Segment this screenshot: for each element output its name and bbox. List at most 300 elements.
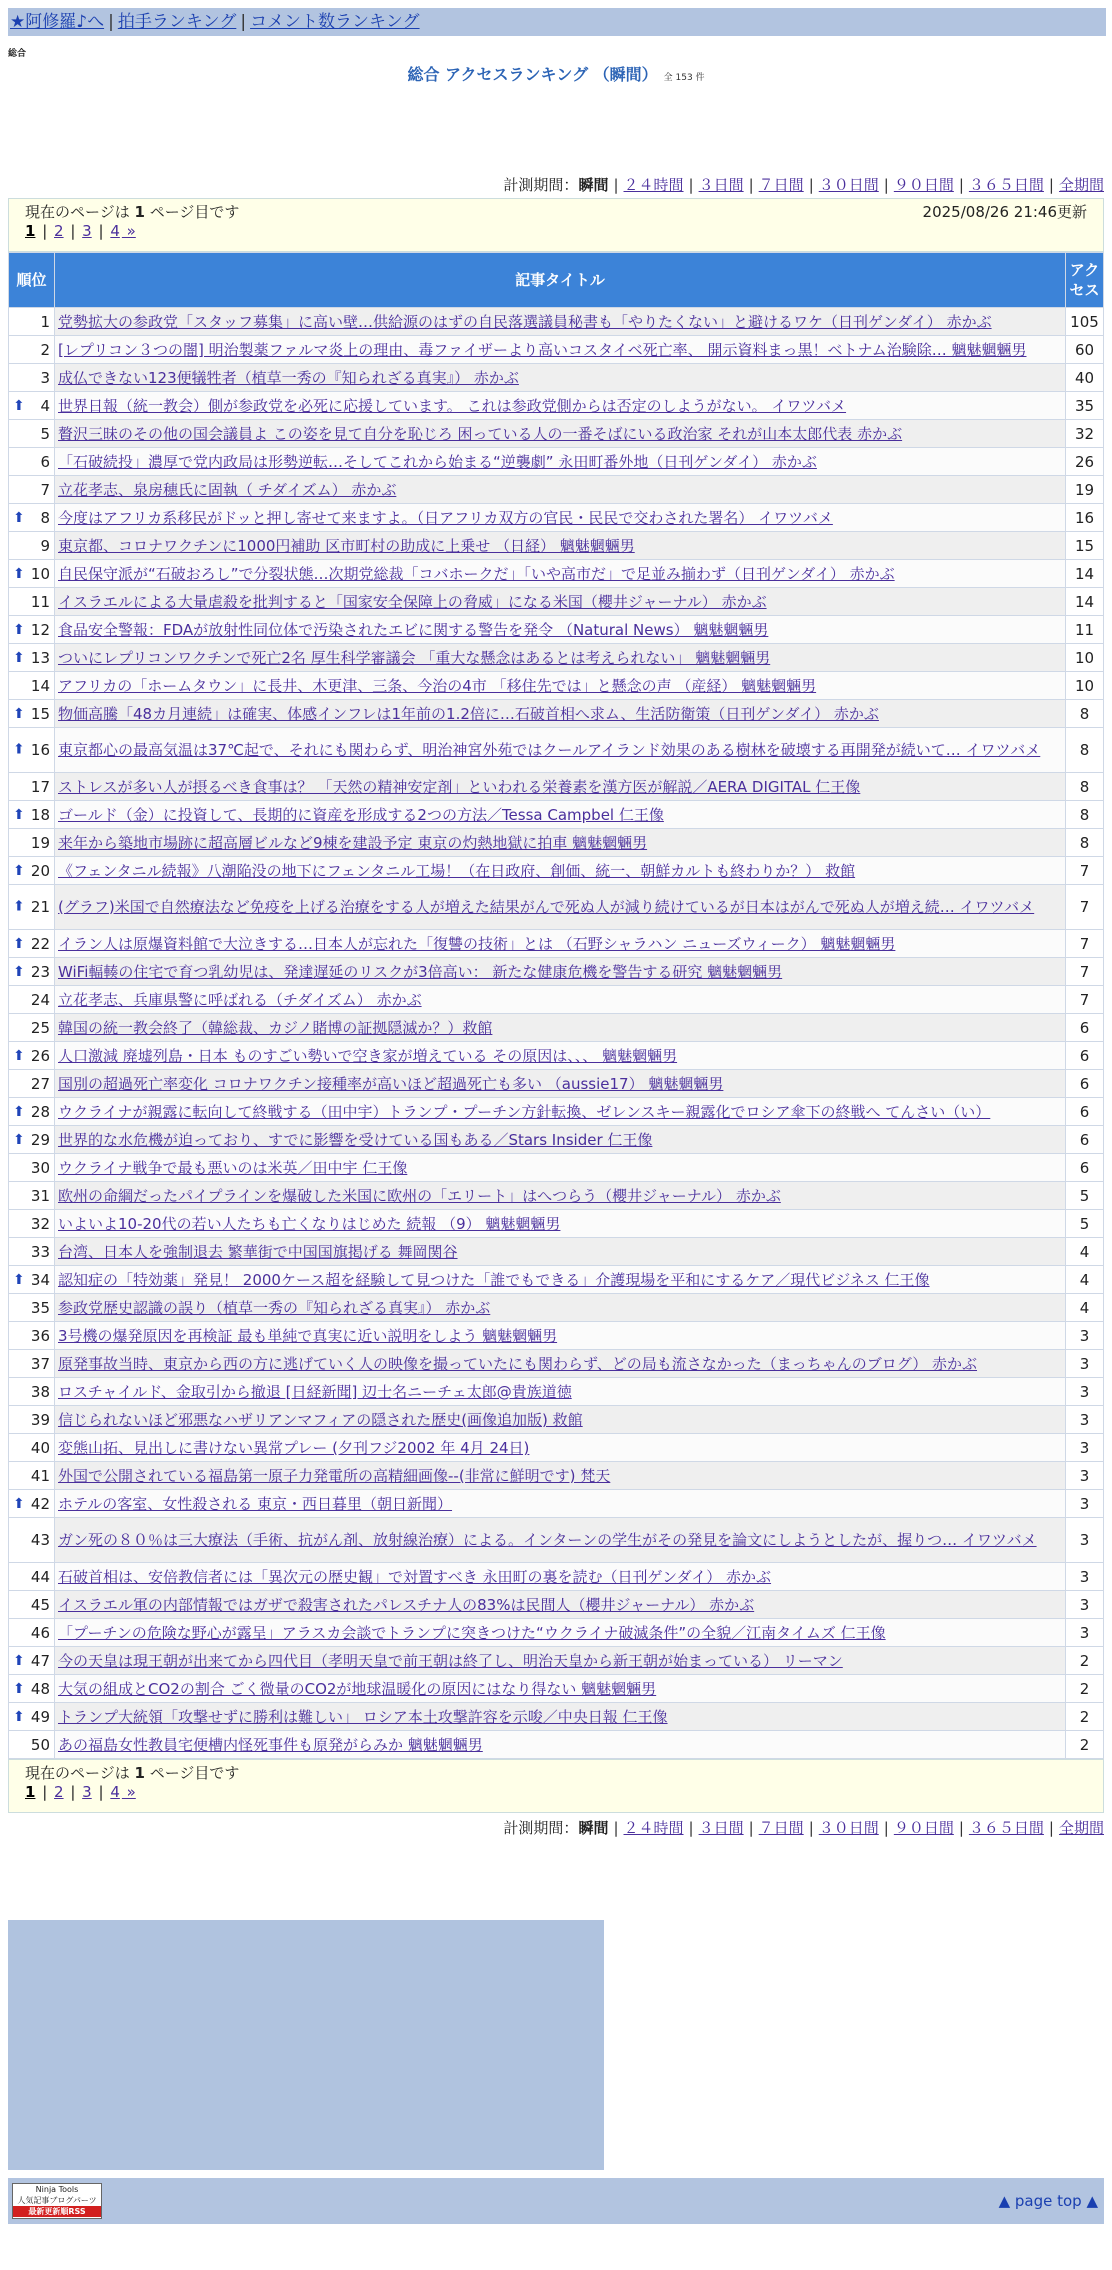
access-count: 11: [1066, 616, 1104, 644]
table-row: [9, 476, 1104, 504]
pager-bottom: [8, 1759, 1104, 1813]
period-option: 瞬間: [578, 1819, 609, 1837]
table-row: [9, 1378, 1104, 1406]
period-sep: |: [613, 1819, 619, 1837]
title-cell: [55, 1126, 1066, 1154]
article-link[interactable]: ゴールド（金）に投資して、長期的に資産を形成する2つの方法／Tessa Campbel 仁王像: [58, 806, 664, 824]
table-row: [9, 1591, 1104, 1619]
title-cell: [55, 885, 1066, 930]
table-row: [9, 857, 1104, 885]
rank-cell: 3: [9, 364, 55, 392]
article-link[interactable]: 大気の組成とCO2の割合 ごく微量のCO2が地球温暖化の原因にはなり得ない 魑魅魍魎男: [58, 1680, 657, 1698]
article-link[interactable]: 原発事故当時、東京から西の方に逃げていく人の映像を撮っていたにも関わらず、どの局も流さなかった（まっちゃんのブログ） 赤かぶ: [58, 1355, 978, 1373]
title-cell: [55, 1406, 1066, 1434]
access-count: 40: [1066, 364, 1104, 392]
title-cell: [55, 857, 1066, 885]
access-count: 26: [1066, 448, 1104, 476]
table-row: [9, 986, 1104, 1014]
next-page-link[interactable]: »: [121, 1783, 136, 1801]
period-option[interactable]: ３０日間: [818, 176, 879, 194]
access-count: 3: [1066, 1434, 1104, 1462]
table-row: [9, 930, 1104, 958]
period-sep: |: [1048, 176, 1054, 194]
period-option[interactable]: ７日間: [758, 1819, 804, 1837]
article-link[interactable]: 韓国の統一教会終了（韓総裁、カジノ賭博の証拠隠滅か？）救館: [58, 1019, 493, 1037]
access-count: 3: [1066, 1518, 1104, 1563]
article-link[interactable]: 東京都心の最高気温は37℃起で、それにも関わらず、明治神宮外苑ではクールアイランド効果のある樹林を破壊する再開発が続いて… イワツバメ: [58, 740, 1041, 759]
period-sep: |: [613, 176, 619, 194]
title-cell: [55, 1294, 1066, 1322]
access-count: 6: [1066, 1098, 1104, 1126]
article-link[interactable]: 信じられないほど邪悪なハザリアンマフィアの隠された歴史(画像追加版) 救館: [58, 1411, 583, 1429]
ninja-line3: 最新更新順RSS: [13, 2206, 101, 2217]
access-count: 6: [1066, 1014, 1104, 1042]
rank-cell: 35: [9, 1294, 55, 1322]
access-count: 60: [1066, 336, 1104, 364]
rank-cell: ⬆ 15: [9, 700, 55, 728]
article-link[interactable]: 変態山拓、見出しに書けない異常プレー (夕刊フジ2002 年 4月 24日): [58, 1439, 530, 1457]
title-cell: [55, 560, 1066, 588]
rank-cell: 36: [9, 1322, 55, 1350]
page-link[interactable]: 3: [82, 222, 92, 240]
table-row: [9, 1042, 1104, 1070]
title-cell: [55, 672, 1066, 700]
access-count: 2: [1066, 1731, 1104, 1759]
rank-cell: ⬆ 28: [9, 1098, 55, 1126]
access-count: 6: [1066, 1154, 1104, 1182]
rank-up-arrow-icon: ⬆: [13, 1047, 25, 1064]
article-link[interactable]: ロスチャイルド、金取引から撤退 [日経新聞] 辺士名ニーチェ太郎@貴族道徳: [58, 1383, 572, 1401]
table-row: [9, 885, 1104, 930]
table-row: [9, 364, 1104, 392]
rank-up-arrow-icon: ⬆: [13, 621, 25, 638]
rank-cell: ⬆ 18: [9, 801, 55, 829]
access-count: 5: [1066, 1210, 1104, 1238]
rank-up-arrow-icon: ⬆: [13, 806, 25, 823]
rank-cell: 1: [9, 308, 55, 336]
rank-up-arrow-icon: ⬆: [13, 1103, 25, 1120]
rank-up-arrow-icon: ⬆: [13, 1495, 25, 1512]
title-cell: [55, 1070, 1066, 1098]
title-cell: [55, 773, 1066, 801]
total-count: 全 153 件: [663, 73, 705, 83]
period-sep: |: [748, 176, 754, 194]
table-row: [9, 588, 1104, 616]
article-link[interactable]: ガン死の８０％は三大療法（手術、抗がん剤、放射線治療）による。インターンの学生がその発見を論文にしようとしたが、握りつ… イワツバメ: [58, 1530, 1037, 1549]
access-count: 7: [1066, 958, 1104, 986]
rank-cell: 14: [9, 672, 55, 700]
access-count: 3: [1066, 1350, 1104, 1378]
article-link[interactable]: イスラエル軍の内部情報ではガザで殺害されたパレスチナ人の83%は民間人（櫻井ジャーナル） 赤かぶ: [58, 1596, 755, 1614]
ranking-table: [8, 252, 1104, 1759]
rank-cell: 50: [9, 1731, 55, 1759]
access-count: 8: [1066, 773, 1104, 801]
period-option[interactable]: ３６５日間: [968, 1819, 1044, 1837]
rank-up-arrow-icon: ⬆: [13, 565, 25, 582]
access-count: 3: [1066, 1619, 1104, 1647]
title-cell: [55, 1675, 1066, 1703]
rank-cell: 11: [9, 588, 55, 616]
period-option[interactable]: ３０日間: [818, 1819, 879, 1837]
table-row: [9, 1098, 1104, 1126]
title-cell: [55, 1350, 1066, 1378]
rank-cell: ⬆ 12: [9, 616, 55, 644]
page-link[interactable]: 3: [82, 1783, 92, 1801]
rank-cell: 39: [9, 1406, 55, 1434]
table-row: [9, 672, 1104, 700]
access-count: 35: [1066, 392, 1104, 420]
article-link[interactable]: 《フェンタニル続報》八潮陥没の地下にフェンタニル工場！（在日政府、創価、統一、朝鮮カルトも終わりか？） 救館: [58, 862, 856, 880]
access-count: 3: [1066, 1563, 1104, 1591]
article-link[interactable]: 食品安全警報：FDAが放射性同位体で汚染されたエビに関する警告を発令 （Natural News） 魑魅魍魎男: [58, 621, 769, 639]
title-cell: [55, 1490, 1066, 1518]
page-link[interactable]: 2: [54, 222, 64, 240]
article-link[interactable]: 党勢拡大の参政党「スタッフ募集」に高い壁…供給源のはずの自民落選議員秘書も「やりたくない」と避けるワケ（日刊ゲンダイ） 赤かぶ: [58, 313, 992, 331]
article-link[interactable]: 今度はアフリカ系移民がドッと押し寄せて来ますよ。（日アフリカ双方の官民・民民で交わされた署名） イワツバメ: [58, 509, 833, 527]
rank-cell: ⬆ 16: [9, 728, 55, 773]
article-link[interactable]: ホテルの客室、女性殺される 東京・西日暮里（朝日新聞）: [58, 1495, 453, 1513]
access-count: 3: [1066, 1462, 1104, 1490]
article-link[interactable]: 認知症の「特効薬」発見！ 2000ケース超を経験して見つけた「誰でもできる」介護現場を平和にするケア／現代ビジネス 仁王像: [58, 1271, 930, 1289]
article-link[interactable]: いよいよ10-20代の若い人たちも亡くなりはじめた 続報 （9） 魑魅魍魎男: [58, 1215, 561, 1233]
rank-up-arrow-icon: ⬆: [13, 935, 25, 952]
page-link[interactable]: 4: [110, 222, 120, 240]
rank-cell: ⬆ 4: [9, 392, 55, 420]
title-cell: [55, 801, 1066, 829]
table-row: [9, 616, 1104, 644]
rank-cell: ⬆ 34: [9, 1266, 55, 1294]
table-row: [9, 420, 1104, 448]
title-cell: [55, 420, 1066, 448]
article-link[interactable]: トランプ大統領「攻撃せずに勝利は難しい」 ロシア本土攻撃許容を示唆／中央日報 仁王像: [58, 1708, 668, 1726]
page-links: [25, 1783, 1087, 1801]
ninja-line1: Ninja Tools: [35, 2185, 79, 2194]
ninja-tools-badge[interactable]: [12, 2183, 102, 2219]
article-link[interactable]: 「石破続投」濃厚で党内政局は形勢逆転…そしてこれから始まる“逆襲劇” 永田町番外地（日刊ゲンダイ） 赤かぶ: [58, 453, 817, 471]
rank-cell: 19: [9, 829, 55, 857]
access-count: 14: [1066, 588, 1104, 616]
title-cell: [55, 1042, 1066, 1070]
period-sep: |: [688, 176, 694, 194]
current-page-text: 現在のページは 1 ページ目です: [25, 1764, 240, 1782]
table-row: [9, 1518, 1104, 1563]
page-link[interactable]: 2: [54, 1783, 64, 1801]
article-link[interactable]: 人口激減 廃墟列島・日本 ものすごい勢いで空き家が増えている その原因は、、、 魑魅魍魎男: [58, 1047, 678, 1065]
article-link[interactable]: 立花孝志、兵庫県警に呼ばれる（チダイズム） 赤かぶ: [58, 991, 422, 1009]
table-row: [9, 1014, 1104, 1042]
page-sep: |: [37, 1783, 53, 1801]
title-cell: [55, 448, 1066, 476]
period-sep: |: [883, 1819, 889, 1837]
article-link[interactable]: 国別の超過死亡率変化 コロナワクチン接種率が高いほど超過死亡も多い （aussie17） 魑魅魍魎男: [58, 1075, 724, 1093]
article-link[interactable]: 物価高騰「48カ月連続」は確実、体感インフレは1年前の1.2倍に…石破首相へ求ム、生活防衛策（日刊ゲンダイ） 赤かぶ: [58, 705, 879, 723]
period-option[interactable]: ９０日間: [893, 176, 954, 194]
access-count: 3: [1066, 1490, 1104, 1518]
rank-cell: 2: [9, 336, 55, 364]
article-link[interactable]: ウクライナ戦争で最も悪いのは米英／田中宇 仁王像: [58, 1159, 408, 1177]
nav-sep: |: [240, 12, 247, 32]
article-link[interactable]: [レプリコン３つの闇] 明治製薬ファルマ炎上の理由、毒ファイザーより高いコスタイベ死亡率、 開示資料まっ黒！ベトナム治験除… 魑魅魍魎男: [58, 341, 1027, 359]
page-link[interactable]: 4: [110, 1783, 120, 1801]
title-cell: [55, 392, 1066, 420]
table-row: [9, 1126, 1104, 1154]
access-count: 2: [1066, 1675, 1104, 1703]
nav-link-comment-ranking[interactable]: コメント数ランキング: [250, 12, 420, 32]
article-link[interactable]: 立花孝志、泉房穂氏に固執（ チダイズム） 赤かぶ: [58, 481, 397, 499]
article-link[interactable]: WiFi輻輳の住宅で育つ乳幼児は、発達遅延のリスクが3倍高い： 新たな健康危機を警告する研究 魑魅魍魎男: [58, 963, 783, 981]
title-cell: [55, 1210, 1066, 1238]
access-count: 2: [1066, 1703, 1104, 1731]
title-cell: [55, 728, 1066, 773]
table-row: [9, 1238, 1104, 1266]
table-row: [9, 1406, 1104, 1434]
rank-cell: 33: [9, 1238, 55, 1266]
access-count: 3: [1066, 1591, 1104, 1619]
rank-cell: ⬆ 21: [9, 885, 55, 930]
access-count: 8: [1066, 700, 1104, 728]
period-option: 瞬間: [578, 176, 609, 194]
rank-up-arrow-icon: ⬆: [13, 705, 25, 722]
article-link[interactable]: (グラフ)米国で自然療法など免疫を上げる治療をする人が増えた結果がんで死ぬ人が減り続けているが日本はがんで死ぬ人が増え続… イワツバメ: [58, 897, 1035, 916]
article-link[interactable]: 成仏できない123便犠牲者（植草一秀の『知られざる真実』） 赤かぶ: [58, 369, 519, 387]
rank-cell: 43: [9, 1518, 55, 1563]
article-link[interactable]: ストレスが多い人が摂るべき食事は？ 「天然の精神安定剤」といわれる栄養素を漢方医が解説／AERA DIGITAL 仁王像: [58, 778, 861, 796]
title-cell: [55, 616, 1066, 644]
table-row: [9, 1154, 1104, 1182]
title-cell: [55, 1731, 1066, 1759]
title-cell: [55, 588, 1066, 616]
access-count: 8: [1066, 728, 1104, 773]
title-cell: [55, 644, 1066, 672]
article-link[interactable]: 贅沢三昧のその他の国会議員よ この姿を見て自分を恥じろ 困っている人の一番そばにいる政治家 それが山本太郎代表 赤かぶ: [58, 425, 903, 443]
current-page-text: 現在のページは 1 ページ目です: [25, 203, 240, 221]
title-cell: [55, 1619, 1066, 1647]
article-link[interactable]: イラン人は原爆資料館で大泣きする…日本人が忘れた「復讐の技術」とは （石野シャラハン ニューズウィーク） 魑魅魍魎男: [58, 935, 896, 953]
rank-cell: 44: [9, 1563, 55, 1591]
rank-header: 順位: [9, 253, 55, 308]
rank-up-arrow-icon: ⬆: [13, 397, 25, 414]
rank-cell: 46: [9, 1619, 55, 1647]
title-cell: [55, 1518, 1066, 1563]
table-row: [9, 1210, 1104, 1238]
access-count: 15: [1066, 532, 1104, 560]
table-row: [9, 1703, 1104, 1731]
title-cell: [55, 1322, 1066, 1350]
table-row: [9, 1647, 1104, 1675]
table-row: [9, 336, 1104, 364]
period-option[interactable]: ３６５日間: [968, 176, 1044, 194]
table-header: [9, 253, 1104, 308]
next-page-link[interactable]: »: [121, 222, 136, 240]
rank-cell: ⬆ 48: [9, 1675, 55, 1703]
table-row: [9, 308, 1104, 336]
access-count: 10: [1066, 672, 1104, 700]
title-cell: [55, 1703, 1066, 1731]
rank-cell: 41: [9, 1462, 55, 1490]
period-option[interactable]: 全期間: [1058, 176, 1104, 194]
rank-cell: ⬆ 22: [9, 930, 55, 958]
article-link[interactable]: ついにレプリコンワクチンで死亡2名 厚生科学審議会 「重大な懸念はあるとは考えられない」 魑魅魍魎男: [58, 649, 771, 667]
access-count: 7: [1066, 986, 1104, 1014]
nav-link-asyura[interactable]: ★阿修羅♪へ: [10, 12, 105, 32]
table-row: [9, 504, 1104, 532]
table-row: [9, 532, 1104, 560]
period-selector-top: [503, 174, 1104, 195]
rank-cell: 5: [9, 420, 55, 448]
table-row: [9, 801, 1104, 829]
article-link[interactable]: 来年から築地市場跡に超高層ビルなど9棟を建設予定 東京の灼熱地獄に拍車 魑魅魍魎男: [58, 834, 648, 852]
table-row: [9, 560, 1104, 588]
page-sep: |: [93, 1783, 109, 1801]
article-link[interactable]: 世界的な水危機が迫っており、すでに影響を受けている国もある／Stars Insider 仁王像: [58, 1131, 653, 1149]
page-title: [0, 62, 1112, 85]
table-row: [9, 1322, 1104, 1350]
ad-box: [8, 1920, 604, 2170]
article-link[interactable]: 自民保守派が“石破おろし”で分裂状態…次期党総裁「コバホークだ」「いや高市だ」で足並み揃わず（日刊ゲンダイ） 赤かぶ: [58, 565, 895, 583]
period-sep: |: [808, 176, 814, 194]
top-nav: [8, 8, 1106, 36]
rank-up-arrow-icon: ⬆: [13, 1680, 25, 1697]
access-count: 4: [1066, 1238, 1104, 1266]
article-link[interactable]: 世界日報（統一教会）側が参政党を必死に応援しています。 これは参政党側からは否定のしようがない。 イワツバメ: [58, 397, 847, 415]
title-cell: [55, 364, 1066, 392]
article-link[interactable]: イスラエルによる大量虐殺を批判すると「国家安全保障上の脅威」になる米国（櫻井ジャーナル） 赤かぶ: [58, 593, 767, 611]
table-row: [9, 1490, 1104, 1518]
page-link: 1: [25, 1783, 36, 1801]
rank-up-arrow-icon: ⬆: [13, 862, 25, 879]
table-row: [9, 448, 1104, 476]
title-cell: [55, 476, 1066, 504]
rank-up-arrow-icon: ⬆: [13, 1652, 25, 1669]
page-sep: |: [65, 1783, 81, 1801]
article-link[interactable]: 東京都、コロナワクチンに1000円補助 区市町村の助成に上乗せ （日経） 魑魅魍魎男: [58, 537, 635, 555]
title-cell: [55, 1238, 1066, 1266]
article-link[interactable]: アフリカの「ホームタウン」に長井、木更津、三条、今治の4市 「移住先では」と懸念の声 （産経） 魑魅魍魎男: [58, 677, 817, 695]
access-header: アクセス: [1066, 253, 1104, 308]
rank-cell: ⬆ 26: [9, 1042, 55, 1070]
title-cell: [55, 532, 1066, 560]
page-sep: |: [93, 222, 109, 240]
title-cell: [55, 1591, 1066, 1619]
rank-cell: ⬆ 49: [9, 1703, 55, 1731]
access-count: 4: [1066, 1294, 1104, 1322]
page-top-link[interactable]: ▲ page top ▲: [998, 2192, 1098, 2210]
category-label: 総合: [8, 49, 27, 59]
table-row: [9, 392, 1104, 420]
access-count: 7: [1066, 857, 1104, 885]
period-option[interactable]: ３日間: [698, 1819, 744, 1837]
rank-up-arrow-icon: ⬆: [13, 1131, 25, 1148]
page-links: [25, 222, 1087, 240]
title-cell: [55, 1014, 1066, 1042]
rank-cell: 38: [9, 1378, 55, 1406]
period-option[interactable]: ７日間: [758, 176, 804, 194]
period-sep: |: [958, 1819, 964, 1837]
article-link[interactable]: 欧州の命綱だったパイプラインを爆破した米国に欧州の「エリート」はへつらう（櫻井ジャーナル） 赤かぶ: [58, 1187, 781, 1205]
period-option[interactable]: ２４時間: [623, 1819, 684, 1837]
article-link[interactable]: 台湾、日本人を強制退去 繁華街で中国国旗掲げる 舞岡関谷: [58, 1243, 458, 1261]
period-option[interactable]: 全期間: [1058, 1819, 1104, 1837]
rank-up-arrow-icon: ⬆: [13, 963, 25, 980]
rank-cell: 27: [9, 1070, 55, 1098]
article-link[interactable]: 「プーチンの危険な野心が露呈」アラスカ会談でトランプに突きつけた“ウクライナ破滅条件”の全貌／江南タイムズ 仁王像: [58, 1624, 886, 1642]
access-count: 3: [1066, 1406, 1104, 1434]
rank-cell: 7: [9, 476, 55, 504]
table-row: [9, 728, 1104, 773]
access-count: 4: [1066, 1266, 1104, 1294]
title-cell: [55, 1378, 1066, 1406]
title-cell: [55, 958, 1066, 986]
rank-up-arrow-icon: ⬆: [13, 741, 25, 758]
table-row: [9, 1675, 1104, 1703]
title-cell: [55, 336, 1066, 364]
title-cell: [55, 1462, 1066, 1490]
rank-up-arrow-icon: ⬆: [13, 649, 25, 666]
rank-up-arrow-icon: ⬆: [13, 1271, 25, 1288]
access-count: 19: [1066, 476, 1104, 504]
rank-cell: 9: [9, 532, 55, 560]
title-cell: [55, 1563, 1066, 1591]
period-sep: |: [688, 1819, 694, 1837]
period-sep: |: [1048, 1819, 1054, 1837]
period-label: 計測期間：: [503, 176, 579, 194]
period-label: 計測期間：: [503, 1819, 579, 1837]
updated-time: 2025/08/26 21:46更新: [922, 203, 1087, 221]
article-link[interactable]: 参政党歴史認識の誤り（植草一秀の『知られざる真実』） 赤かぶ: [58, 1299, 491, 1317]
table-row: [9, 1266, 1104, 1294]
pager-top: [8, 198, 1104, 252]
period-option[interactable]: ９０日間: [893, 1819, 954, 1837]
article-link[interactable]: 今の天皇は現王朝が出来てから四代目（孝明天皇で前王朝は終了し、明治天皇から新王朝が始まっている） リーマン: [58, 1652, 843, 1670]
rank-cell: 31: [9, 1182, 55, 1210]
rank-cell: 45: [9, 1591, 55, 1619]
table-row: [9, 1294, 1104, 1322]
article-link[interactable]: ウクライナが親露に転向して終戦する（田中宇）トランプ・プーチン方針転換、ゼレンスキー親露化でロシア傘下の終戦へ てんさい（い）: [58, 1103, 991, 1121]
rank-cell: ⬆ 42: [9, 1490, 55, 1518]
title-cell: [55, 986, 1066, 1014]
rank-cell: 17: [9, 773, 55, 801]
rank-cell: ⬆ 20: [9, 857, 55, 885]
article-link[interactable]: 外国で公開されている福島第一原子力発電所の高精細画像--(非常に鮮明です) 梵天: [58, 1467, 611, 1485]
ninja-line2: 人気記事ブログパーツ: [17, 2196, 97, 2205]
access-count: 16: [1066, 504, 1104, 532]
period-option[interactable]: ３日間: [698, 176, 744, 194]
title-cell: [55, 308, 1066, 336]
table-row: [9, 1350, 1104, 1378]
nav-link-applause-ranking[interactable]: 拍手ランキング: [117, 12, 237, 32]
period-sep: |: [808, 1819, 814, 1837]
table-row: [9, 644, 1104, 672]
rank-up-arrow-icon: ⬆: [13, 1708, 25, 1725]
table-row: [9, 1462, 1104, 1490]
access-count: 32: [1066, 420, 1104, 448]
article-link[interactable]: 3号機の爆発原因を再検証 最も単純で真実に近い説明をしよう 魑魅魍魎男: [58, 1327, 558, 1345]
access-count: 7: [1066, 930, 1104, 958]
access-count: 5: [1066, 1182, 1104, 1210]
access-count: 6: [1066, 1126, 1104, 1154]
article-link[interactable]: あの福島女性教員宅便槽内怪死事件も原発がらみか 魑魅魍魎男: [58, 1736, 483, 1754]
period-option[interactable]: ２４時間: [623, 176, 684, 194]
rank-up-arrow-icon: ⬆: [13, 509, 25, 526]
rank-cell: 32: [9, 1210, 55, 1238]
rank-cell: ⬆ 47: [9, 1647, 55, 1675]
rank-cell: 6: [9, 448, 55, 476]
title-cell: [55, 1266, 1066, 1294]
access-count: 8: [1066, 801, 1104, 829]
access-count: 6: [1066, 1070, 1104, 1098]
nav-sep: |: [108, 12, 114, 32]
article-link[interactable]: 石破首相は、安倍教信者には「異次元の歴史観」で対置すべき 永田町の裏を読む（日刊ゲンダイ） 赤かぶ: [58, 1568, 772, 1586]
